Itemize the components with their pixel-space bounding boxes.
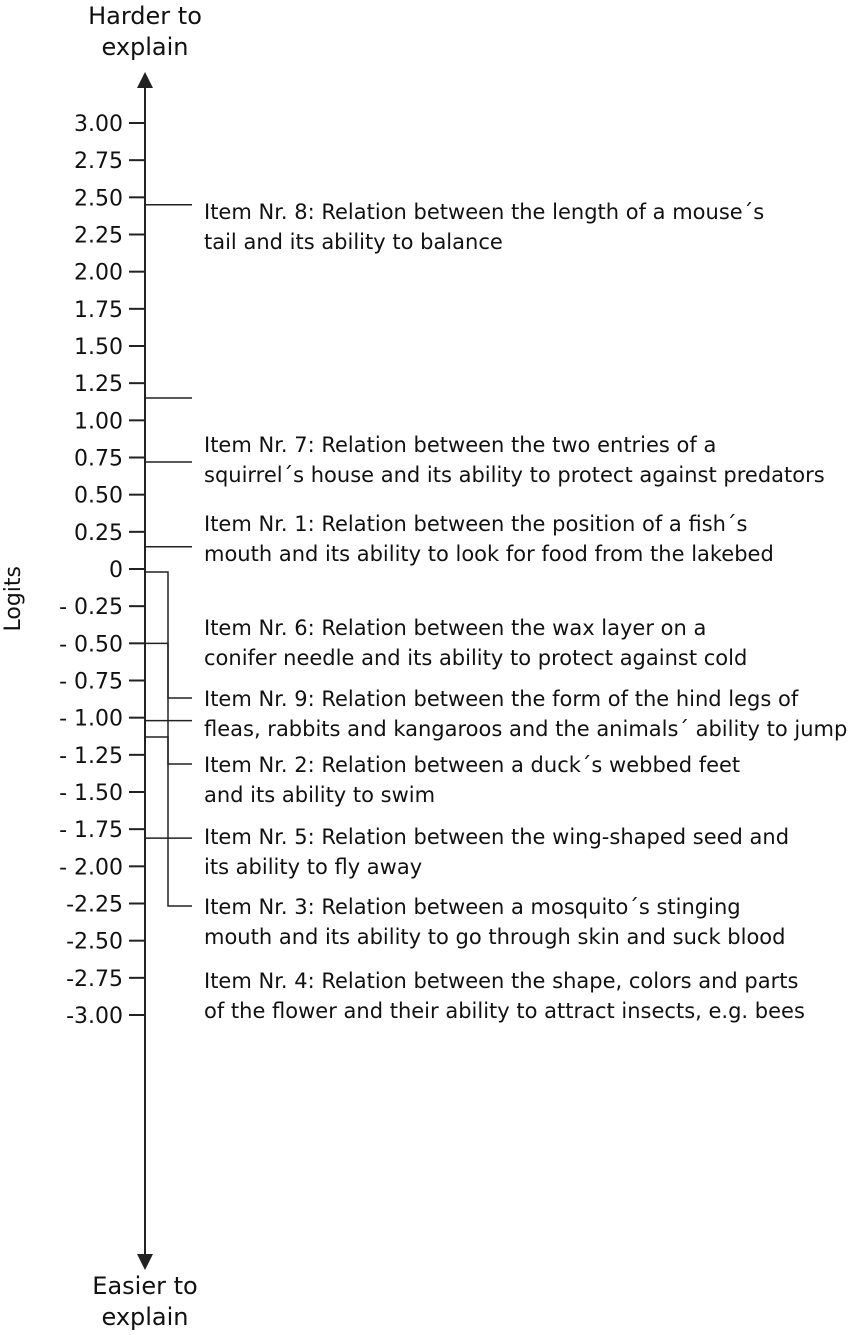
tick-label: 1.50 xyxy=(74,335,123,360)
tick-label: - 2.00 xyxy=(59,855,123,881)
tick-label: 2.25 xyxy=(74,223,123,249)
item-7-text: Item Nr. 7: Relation between the two entries of a xyxy=(204,433,717,457)
item-2-text: Item Nr. 2: Relation between a duck´s webbed feet xyxy=(204,753,741,777)
axis-title: Logits xyxy=(1,565,26,632)
item-8-text: tail and its ability to balance xyxy=(204,230,503,254)
tick-label: 1.25 xyxy=(74,372,123,398)
item-8-text: Item Nr. 8: Relation between the length of a mouse´s xyxy=(204,200,765,224)
item-1-text: Item Nr. 1: Relation between the position of a fish´s xyxy=(204,512,748,536)
item-4-text: of the flower and their ability to attract insects, e.g. bees xyxy=(204,999,805,1023)
item-3-text: mouth and its ability to go through skin and suck blood xyxy=(204,925,786,949)
tick-label: 0.25 xyxy=(74,520,123,546)
item-9-text: fleas, rabbits and kangaroos and the animals´ ability to jump xyxy=(204,717,848,741)
item-connector xyxy=(145,737,192,906)
logit-axis xyxy=(1,2,202,1331)
tick-label: 2.50 xyxy=(74,186,123,212)
item-1-text: mouth and its ability to look for food from the lakebed xyxy=(204,542,774,566)
tick-label: 1.75 xyxy=(74,297,123,323)
tick-label: -2.75 xyxy=(66,966,123,992)
tick-label: -2.50 xyxy=(66,929,123,955)
item-5-text: Item Nr. 5: Relation between the wing-shaped seed and xyxy=(204,825,790,849)
harder-label: explain xyxy=(101,33,189,61)
item-4-text: Item Nr. 4: Relation between the shape, colors and parts xyxy=(204,969,799,993)
tick-label: - 0.25 xyxy=(59,595,123,621)
tick-label: - 0.50 xyxy=(59,632,123,658)
easier-label: Easier to xyxy=(92,1272,198,1300)
tick-label: -2.25 xyxy=(66,892,123,918)
tick-label: 2.75 xyxy=(74,149,123,175)
tick-label: 1.00 xyxy=(74,409,123,435)
item-6-text: Item Nr. 6: Relation between the wax layer on a xyxy=(204,616,707,640)
item-5-text: its ability to fly away xyxy=(204,855,423,879)
item-3-text: Item Nr. 3: Relation between a mosquito´s stinging xyxy=(204,895,741,919)
tick-label: 0.50 xyxy=(74,483,123,509)
item-8-annotation xyxy=(145,200,764,254)
tick-label: - 1.00 xyxy=(59,706,123,732)
item-9-text: Item Nr. 9: Relation between the form of the hind legs of xyxy=(204,687,799,711)
tick-label: 3.00 xyxy=(74,112,123,137)
tick-label: - 1.50 xyxy=(59,781,123,806)
tick-label: - 1.75 xyxy=(59,818,123,844)
item-7-text: squirrel´s house and its ability to protect against predators xyxy=(204,463,825,487)
tick-label: -3.00 xyxy=(66,1004,123,1029)
harder-label: Harder to xyxy=(88,2,202,30)
tick-label: 0 xyxy=(109,558,123,583)
tick-label: 2.00 xyxy=(74,260,123,286)
item-6-text: conifer needle and its ability to protect against cold xyxy=(204,646,748,670)
tick-label: - 1.25 xyxy=(59,743,123,769)
easier-label: explain xyxy=(101,1303,189,1331)
item-2-text: and its ability to swim xyxy=(204,783,436,807)
item-annotations xyxy=(145,200,847,1023)
tick-label: 0.75 xyxy=(74,446,123,472)
item-7-annotation xyxy=(145,398,825,487)
tick-label: - 0.75 xyxy=(59,669,123,695)
